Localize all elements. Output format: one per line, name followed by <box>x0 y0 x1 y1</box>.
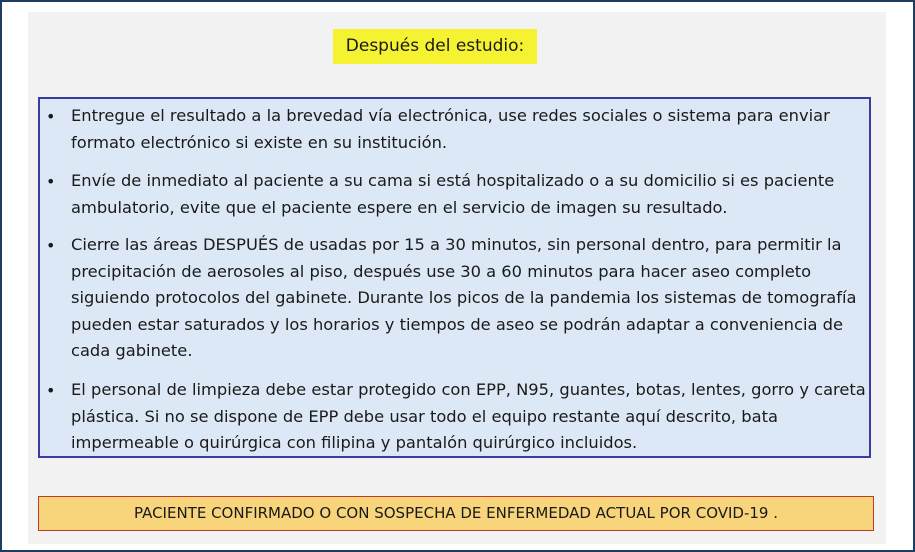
bullet-text: El personal de limpieza debe estar protegido con EPP, N95, guantes, botas, lentes, gorro y careta plástica. Si no se dispone de EPP debe usar todo el equipo restante aquí descrito, bata impermeable o quirúrgica con filipina y pantalón quirúrgico incluidos. <box>71 380 866 453</box>
bullet-text: Envíe de inmediato al paciente a su cama si está hospitalizado o a su domicilio si es paciente ambulatorio, evite que el paciente espere en el servicio de imagen su resultado. <box>71 171 835 217</box>
bullet-content-box <box>38 97 871 458</box>
slide-title: Después del estudio: <box>333 29 537 64</box>
bullet-icon: • <box>46 381 56 400</box>
bullet-text: Entregue el resultado a la brevedad vía electrónica, use redes sociales o sistema para enviar formato electrónico si existe en su institución. <box>71 106 830 152</box>
footer-banner: PACIENTE CONFIRMADO O CON SOSPECHA DE ENFERMEDAD ACTUAL POR COVID-19 . <box>38 496 874 531</box>
bullet-icon: • <box>46 236 56 255</box>
bullet-text: Cierre las áreas DESPUÉS de usadas por 15 a 30 minutos, sin personal dentro, para permitir la precipitación de aerosoles al piso, después use 30 a 60 minutos para hacer aseo completo siguiendo protocolos del gabinete. Durante los picos de la pandemia los sistemas de tomografía pueden estar saturados y los horarios y tiempos de aseo se podrán adaptar a conveniencia de cada gabinete. <box>71 235 857 361</box>
bullet-icon: • <box>46 172 56 191</box>
bullet-icon: • <box>46 107 56 126</box>
